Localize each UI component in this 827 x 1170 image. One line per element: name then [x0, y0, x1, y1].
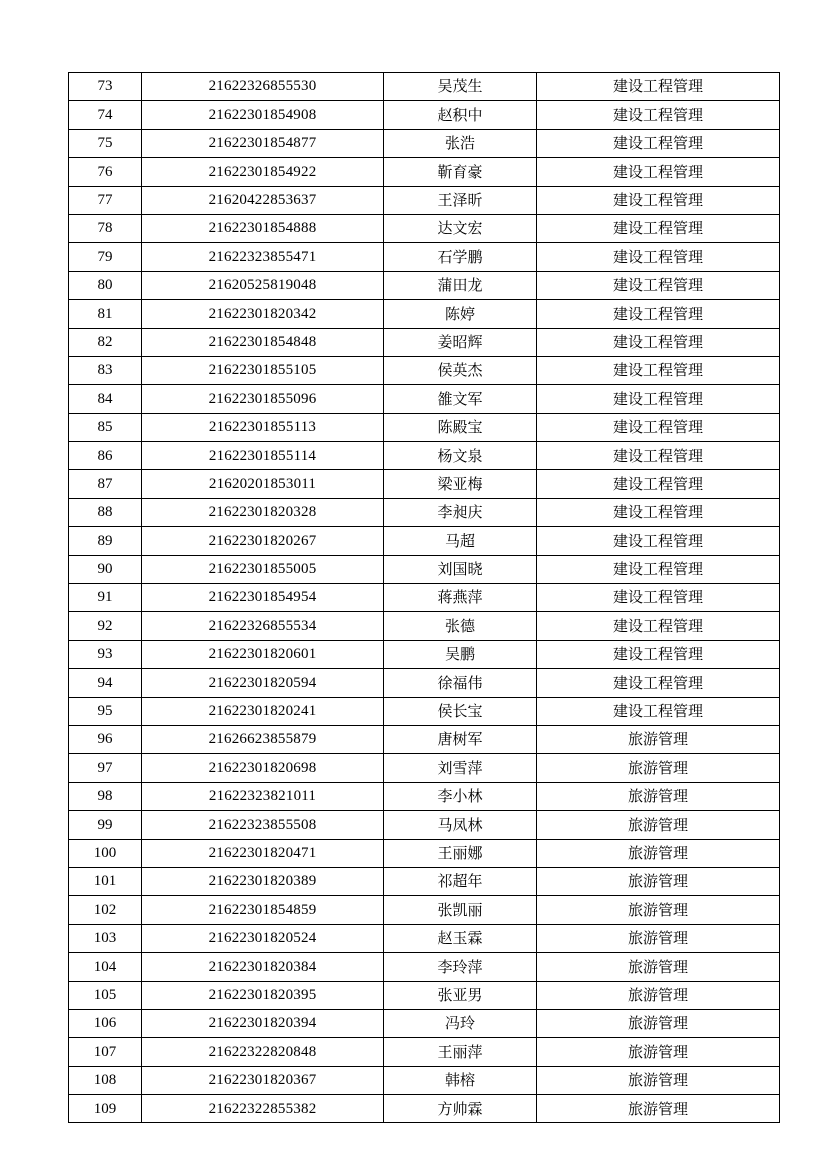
cell-name: 吴茂生 — [384, 73, 537, 101]
cell-major: 建设工程管理 — [537, 640, 780, 668]
cell-candidate-id: 21622301855096 — [142, 385, 384, 413]
cell-name: 赵玉霖 — [384, 924, 537, 952]
cell-major: 建设工程管理 — [537, 555, 780, 583]
cell-sequence: 104 — [69, 953, 142, 981]
table-row — [69, 584, 780, 612]
cell-major: 旅游管理 — [537, 924, 780, 952]
table-row — [69, 356, 780, 384]
cell-major: 建设工程管理 — [537, 442, 780, 470]
cell-name: 赵积中 — [384, 101, 537, 129]
cell-name: 李昶庆 — [384, 498, 537, 526]
table-row — [69, 243, 780, 271]
cell-candidate-id: 21620201853011 — [142, 470, 384, 498]
cell-name: 祁超年 — [384, 867, 537, 895]
cell-sequence: 100 — [69, 839, 142, 867]
cell-sequence: 102 — [69, 896, 142, 924]
cell-candidate-id: 21622301854877 — [142, 129, 384, 157]
cell-candidate-id: 21622301855005 — [142, 555, 384, 583]
table-row — [69, 725, 780, 753]
cell-major: 旅游管理 — [537, 1066, 780, 1094]
cell-major: 旅游管理 — [537, 867, 780, 895]
cell-candidate-id: 21622301855105 — [142, 356, 384, 384]
cell-major: 旅游管理 — [537, 1095, 780, 1123]
cell-sequence: 77 — [69, 186, 142, 214]
table-row — [69, 612, 780, 640]
cell-candidate-id: 21622301820267 — [142, 527, 384, 555]
cell-sequence: 82 — [69, 328, 142, 356]
cell-name: 达文宏 — [384, 214, 537, 242]
cell-sequence: 80 — [69, 271, 142, 299]
table-row — [69, 1009, 780, 1037]
cell-candidate-id: 21622301854859 — [142, 896, 384, 924]
cell-candidate-id: 21622301820395 — [142, 981, 384, 1009]
cell-sequence: 108 — [69, 1066, 142, 1094]
cell-name: 刘国晓 — [384, 555, 537, 583]
cell-name: 冯玲 — [384, 1009, 537, 1037]
cell-name: 刘雪萍 — [384, 754, 537, 782]
cell-major: 建设工程管理 — [537, 243, 780, 271]
cell-sequence: 73 — [69, 73, 142, 101]
table-row — [69, 555, 780, 583]
cell-major: 建设工程管理 — [537, 697, 780, 725]
cell-major: 旅游管理 — [537, 782, 780, 810]
table-row — [69, 101, 780, 129]
cell-name: 徐福伟 — [384, 669, 537, 697]
cell-major: 建设工程管理 — [537, 356, 780, 384]
cell-sequence: 90 — [69, 555, 142, 583]
cell-candidate-id: 21622301820594 — [142, 669, 384, 697]
cell-sequence: 87 — [69, 470, 142, 498]
cell-candidate-id: 21622301820384 — [142, 953, 384, 981]
cell-candidate-id: 21622301820524 — [142, 924, 384, 952]
cell-major: 旅游管理 — [537, 981, 780, 1009]
cell-major: 建设工程管理 — [537, 271, 780, 299]
cell-major: 建设工程管理 — [537, 158, 780, 186]
cell-candidate-id: 21620525819048 — [142, 271, 384, 299]
cell-candidate-id: 21622301820367 — [142, 1066, 384, 1094]
cell-sequence: 76 — [69, 158, 142, 186]
cell-major: 建设工程管理 — [537, 73, 780, 101]
cell-name: 靳育豪 — [384, 158, 537, 186]
cell-name: 王丽萍 — [384, 1038, 537, 1066]
cell-candidate-id: 21622322820848 — [142, 1038, 384, 1066]
table-row — [69, 1066, 780, 1094]
cell-major: 建设工程管理 — [537, 186, 780, 214]
cell-sequence: 105 — [69, 981, 142, 1009]
table-row — [69, 953, 780, 981]
cell-candidate-id: 21622301820471 — [142, 839, 384, 867]
cell-major: 旅游管理 — [537, 811, 780, 839]
cell-sequence: 93 — [69, 640, 142, 668]
table-row — [69, 669, 780, 697]
cell-name: 蒲田龙 — [384, 271, 537, 299]
cell-sequence: 75 — [69, 129, 142, 157]
cell-major: 建设工程管理 — [537, 328, 780, 356]
cell-major: 旅游管理 — [537, 839, 780, 867]
cell-name: 陈殿宝 — [384, 413, 537, 441]
cell-sequence: 107 — [69, 1038, 142, 1066]
cell-candidate-id: 21622301820328 — [142, 498, 384, 526]
cell-candidate-id: 21622301855113 — [142, 413, 384, 441]
cell-sequence: 95 — [69, 697, 142, 725]
cell-major: 建设工程管理 — [537, 498, 780, 526]
cell-name: 姜昭辉 — [384, 328, 537, 356]
cell-name: 张亚男 — [384, 981, 537, 1009]
cell-candidate-id: 21622322855382 — [142, 1095, 384, 1123]
cell-name: 唐树军 — [384, 725, 537, 753]
cell-name: 杨文泉 — [384, 442, 537, 470]
cell-sequence: 106 — [69, 1009, 142, 1037]
cell-sequence: 83 — [69, 356, 142, 384]
cell-candidate-id: 21622326855530 — [142, 73, 384, 101]
table-row — [69, 924, 780, 952]
cell-sequence: 86 — [69, 442, 142, 470]
cell-major: 建设工程管理 — [537, 413, 780, 441]
cell-sequence: 79 — [69, 243, 142, 271]
cell-major: 建设工程管理 — [537, 101, 780, 129]
cell-sequence: 101 — [69, 867, 142, 895]
table-row — [69, 442, 780, 470]
cell-name: 梁亚梅 — [384, 470, 537, 498]
cell-major: 建设工程管理 — [537, 470, 780, 498]
cell-name: 侯长宝 — [384, 697, 537, 725]
cell-major: 建设工程管理 — [537, 584, 780, 612]
table-row — [69, 73, 780, 101]
cell-candidate-id: 21622301820698 — [142, 754, 384, 782]
cell-candidate-id: 21622301854954 — [142, 584, 384, 612]
cell-sequence: 89 — [69, 527, 142, 555]
cell-sequence: 88 — [69, 498, 142, 526]
cell-candidate-id: 21622301820389 — [142, 867, 384, 895]
table-row — [69, 158, 780, 186]
cell-name: 张德 — [384, 612, 537, 640]
cell-major: 建设工程管理 — [537, 612, 780, 640]
cell-major: 建设工程管理 — [537, 527, 780, 555]
cell-candidate-id: 21622326855534 — [142, 612, 384, 640]
table-row — [69, 129, 780, 157]
table-row — [69, 271, 780, 299]
cell-candidate-id: 21622301854888 — [142, 214, 384, 242]
cell-candidate-id: 21622301820394 — [142, 1009, 384, 1037]
cell-sequence: 94 — [69, 669, 142, 697]
cell-sequence: 98 — [69, 782, 142, 810]
table-row — [69, 413, 780, 441]
table-row — [69, 385, 780, 413]
table-row — [69, 811, 780, 839]
cell-sequence: 109 — [69, 1095, 142, 1123]
table-row — [69, 981, 780, 1009]
cell-candidate-id: 21620422853637 — [142, 186, 384, 214]
cell-name: 蒋燕萍 — [384, 584, 537, 612]
cell-name: 陈婷 — [384, 300, 537, 328]
table-row — [69, 697, 780, 725]
cell-sequence: 91 — [69, 584, 142, 612]
table-row — [69, 527, 780, 555]
cell-major: 建设工程管理 — [537, 129, 780, 157]
cell-major: 建设工程管理 — [537, 669, 780, 697]
table-row — [69, 470, 780, 498]
table-row — [69, 328, 780, 356]
table-row — [69, 498, 780, 526]
cell-candidate-id: 21622301820601 — [142, 640, 384, 668]
table-row — [69, 1095, 780, 1123]
cell-name: 张浩 — [384, 129, 537, 157]
cell-name: 李玲萍 — [384, 953, 537, 981]
cell-candidate-id: 21626623855879 — [142, 725, 384, 753]
table-row — [69, 214, 780, 242]
table-row — [69, 867, 780, 895]
cell-major: 建设工程管理 — [537, 385, 780, 413]
cell-candidate-id: 21622323855508 — [142, 811, 384, 839]
roster-table-body — [69, 73, 780, 1123]
cell-name: 张凯丽 — [384, 896, 537, 924]
cell-name: 吴鹏 — [384, 640, 537, 668]
table-row — [69, 1038, 780, 1066]
cell-name: 王泽昕 — [384, 186, 537, 214]
cell-candidate-id: 21622323855471 — [142, 243, 384, 271]
cell-candidate-id: 21622301854922 — [142, 158, 384, 186]
table-row — [69, 640, 780, 668]
table-row — [69, 300, 780, 328]
cell-candidate-id: 21622301855114 — [142, 442, 384, 470]
cell-candidate-id: 21622301820241 — [142, 697, 384, 725]
table-row — [69, 896, 780, 924]
cell-sequence: 96 — [69, 725, 142, 753]
cell-sequence: 97 — [69, 754, 142, 782]
cell-name: 马凤林 — [384, 811, 537, 839]
cell-major: 建设工程管理 — [537, 300, 780, 328]
cell-sequence: 78 — [69, 214, 142, 242]
cell-name: 王丽娜 — [384, 839, 537, 867]
cell-sequence: 84 — [69, 385, 142, 413]
cell-major: 旅游管理 — [537, 953, 780, 981]
cell-major: 旅游管理 — [537, 896, 780, 924]
cell-major: 旅游管理 — [537, 725, 780, 753]
cell-sequence: 92 — [69, 612, 142, 640]
cell-name: 李小林 — [384, 782, 537, 810]
cell-sequence: 81 — [69, 300, 142, 328]
cell-candidate-id: 21622301820342 — [142, 300, 384, 328]
roster-table — [68, 72, 780, 1123]
cell-major: 旅游管理 — [537, 1009, 780, 1037]
table-row — [69, 186, 780, 214]
cell-candidate-id: 21622323821011 — [142, 782, 384, 810]
cell-major: 建设工程管理 — [537, 214, 780, 242]
cell-name: 侯英杰 — [384, 356, 537, 384]
cell-sequence: 74 — [69, 101, 142, 129]
table-row — [69, 782, 780, 810]
cell-major: 旅游管理 — [537, 1038, 780, 1066]
table-row — [69, 839, 780, 867]
cell-name: 马超 — [384, 527, 537, 555]
cell-sequence: 103 — [69, 924, 142, 952]
cell-sequence: 85 — [69, 413, 142, 441]
cell-candidate-id: 21622301854908 — [142, 101, 384, 129]
table-row — [69, 754, 780, 782]
cell-candidate-id: 21622301854848 — [142, 328, 384, 356]
cell-major: 旅游管理 — [537, 754, 780, 782]
cell-name: 石学鹏 — [384, 243, 537, 271]
cell-name: 韩榕 — [384, 1066, 537, 1094]
cell-sequence: 99 — [69, 811, 142, 839]
cell-name: 雒文军 — [384, 385, 537, 413]
cell-name: 方帅霖 — [384, 1095, 537, 1123]
